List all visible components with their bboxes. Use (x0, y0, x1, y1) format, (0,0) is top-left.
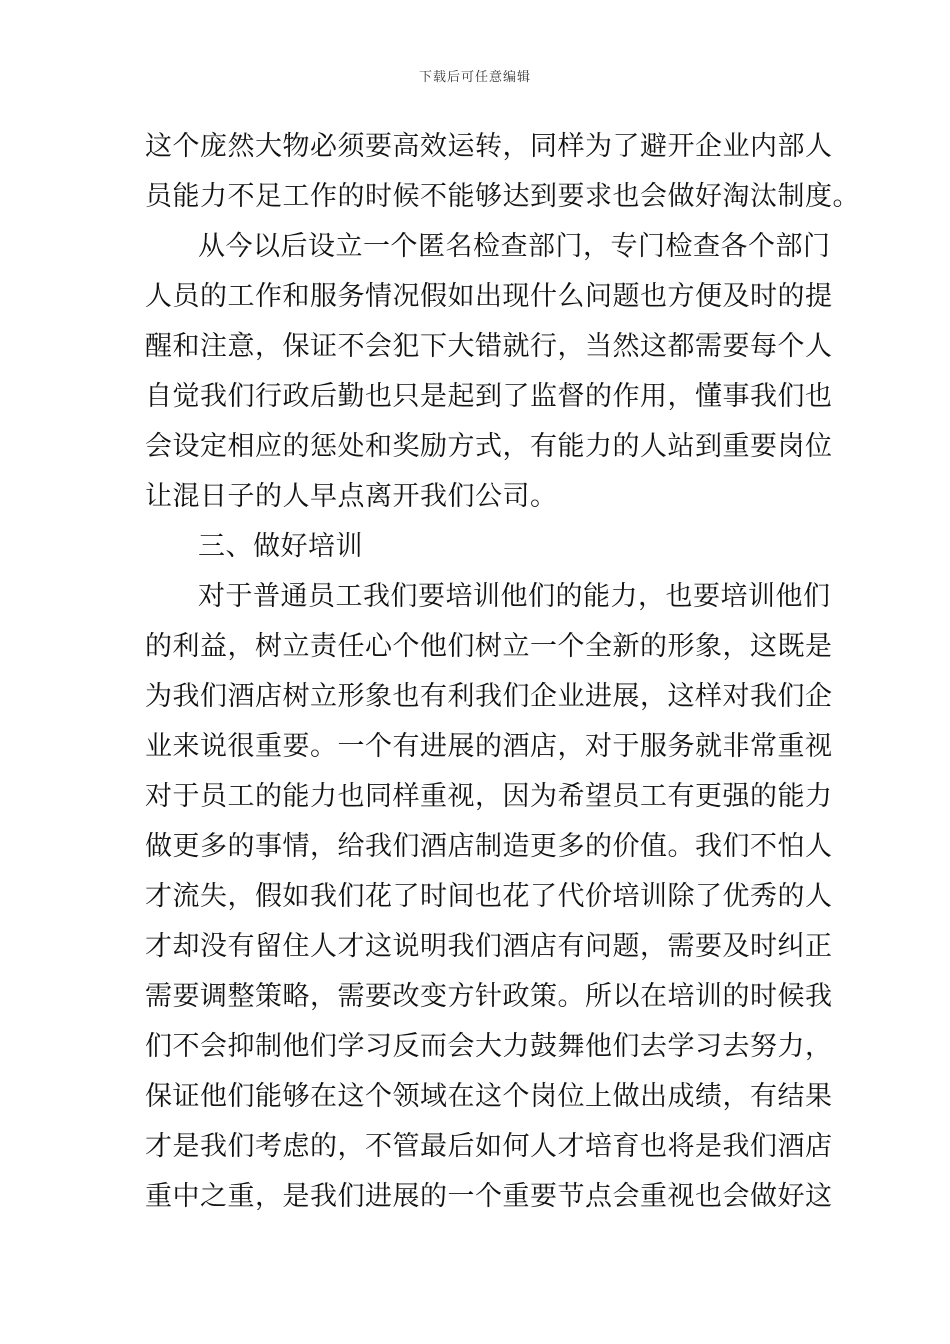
text-line: 业来说很重要。一个有进展的酒店，对于服务就非常重视 (145, 731, 833, 762)
text-line: 需要调整策略，需要改变方针政策。所以在培训的时候我 (145, 981, 833, 1012)
text-line: 自觉我们行政后勤也只是起到了监督的作用，懂事我们也 (145, 381, 833, 412)
text-line: 员能力不足工作的时候不能够达到要求也会做好淘汰制度。 (145, 181, 860, 212)
page-header-note: 下载后可任意编辑 (418, 70, 531, 85)
text-line: 才流失，假如我们花了时间也花了代价培训除了优秀的人 (145, 881, 833, 912)
text-line: 这个庞然大物必须要高效运转，同样为了避开企业内部人 (145, 131, 833, 162)
text-line: 为我们酒店树立形象也有利我们企业进展，这样对我们企 (145, 681, 833, 712)
section-heading: 三、做好培训 (198, 531, 363, 562)
paragraph-start-line: 对于普通员工我们要培训他们的能力，也要培训他们 (198, 581, 831, 612)
paragraph-start-line: 从今以后设立一个匿名检查部门，专门检查各个部门 (198, 231, 831, 262)
text-line: 的利益，树立责任心个他们树立一个全新的形象，这既是 (145, 631, 833, 662)
text-line: 会设定相应的惩处和奖励方式，有能力的人站到重要岗位 (145, 431, 833, 462)
text-line: 做更多的事情，给我们酒店制造更多的价值。我们不怕人 (145, 831, 833, 862)
text-line: 对于员工的能力也同样重视，因为希望员工有更强的能力 (145, 781, 833, 812)
body-text (145, 122, 860, 1222)
text-line: 醒和注意，保证不会犯下大错就行，当然这都需要每个人 (145, 331, 833, 362)
text-line: 让混日子的人早点离开我们公司。 (145, 481, 558, 512)
text-line: 才是我们考虑的，不管最后如何人才培育也将是我们酒店 (145, 1131, 833, 1162)
text-line: 才却没有留住人才这说明我们酒店有问题，需要及时纠正 (145, 931, 833, 962)
text-line: 们不会抑制他们学习反而会大力鼓舞他们去学习去努力， (145, 1031, 833, 1062)
text-line: 人员的工作和服务情况假如出现什么问题也方便及时的提 (145, 281, 833, 312)
text-line: 重中之重，是我们进展的一个重要节点会重视也会做好这 (145, 1181, 833, 1212)
text-line: 保证他们能够在这个领域在这个岗位上做出成绩，有结果 (145, 1081, 833, 1112)
